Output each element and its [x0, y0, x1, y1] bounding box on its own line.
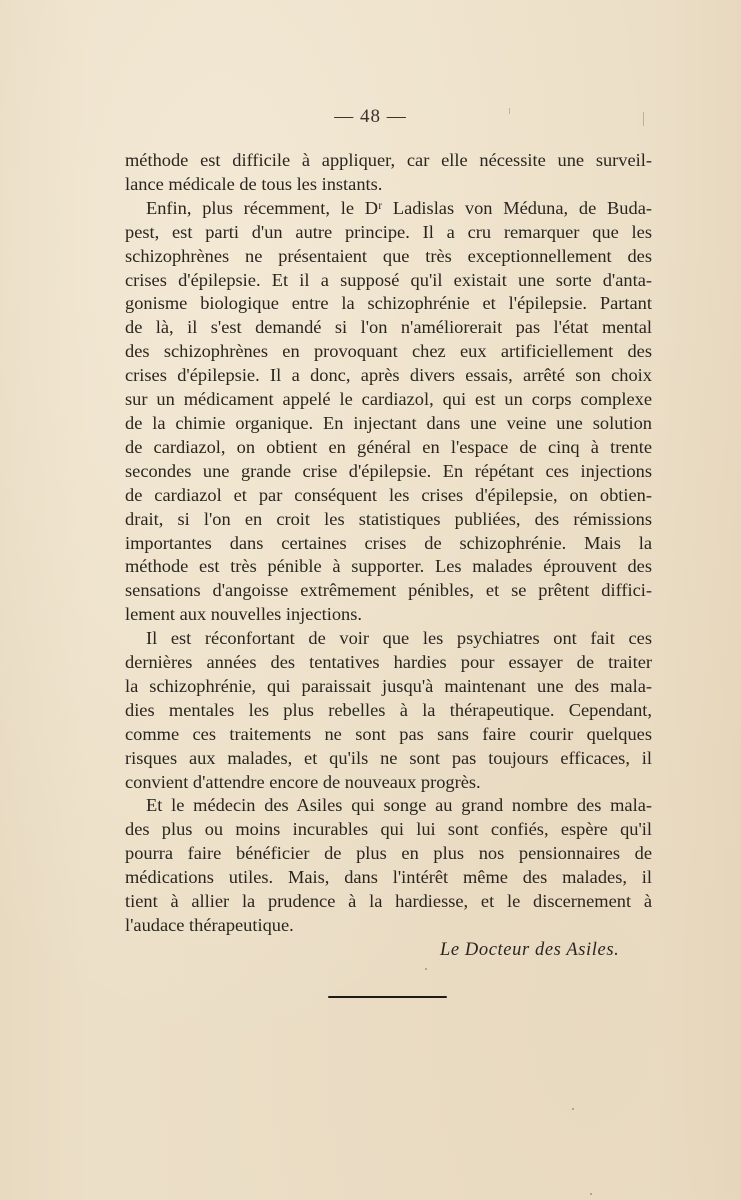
- text-line: tient à allier la prudence à la hardiesse, et le discernement à: [125, 891, 652, 912]
- paragraph-asylum-doctor: [125, 794, 652, 937]
- text-line: méthode est difficile à appliquer, car elle nécessite une surveil-: [125, 150, 652, 170]
- text-line: médications utiles. Mais, dans l'intérêt même des malades, il: [125, 867, 652, 888]
- text-line: Enfin, plus récemment, le Dʳ Ladislas von Méduna, de Buda-: [146, 197, 652, 218]
- text-line: des schizophrènes en provoquant chez eux artificiellement des: [125, 341, 652, 362]
- paragraph-continuation: [125, 149, 652, 197]
- text-line: dies mentales les plus rebelles à la thérapeutique. Cependant,: [125, 699, 652, 720]
- text-line: Et le médecin des Asiles qui songe au grand nombre des mala-: [146, 795, 652, 816]
- text-line: de là, il s'est demandé si l'on n'améliorerait pas l'état mental: [125, 317, 652, 338]
- text-line: Il est réconfortant de voir que les psychiatres ont fait ces: [146, 628, 652, 649]
- text-line: de la chimie organique. En injectant dans une veine une solution: [125, 412, 652, 433]
- text-line: drait, si l'on en croit les statistiques publiées, des rémissions: [125, 508, 652, 529]
- text-line: de cardiazol et par conséquent les crises d'épilepsie, on obtien-: [125, 484, 652, 505]
- paragraph-meduna-cardiazol: [125, 197, 652, 627]
- text-line: convient d'attendre encore de nouveaux progrès.: [125, 771, 481, 792]
- paper-speck: [509, 108, 510, 114]
- text-line: des plus ou moins incurables qui lui sont confiés, espère qu'il: [125, 819, 652, 840]
- text-line: importantes dans certaines crises de schizophrénie. Mais la: [125, 532, 652, 553]
- text-line: gonisme biologique entre la schizophrénie et l'épilepsie. Partant: [125, 293, 652, 314]
- paragraph-psychiatrists-attempts: [125, 627, 652, 794]
- text-line: pest, est parti d'un autre principe. Il a cru remarquer que les: [125, 221, 652, 242]
- paper-speck: [425, 968, 427, 970]
- paper-speck: [590, 1193, 592, 1195]
- text-line: méthode est très pénible à supporter. Les malades éprouvent des: [125, 556, 652, 577]
- page-number: — 48 —: [334, 106, 407, 127]
- text-line: l'audace thérapeutique.: [125, 915, 294, 935]
- text-line: crises d'épilepsie. Il a donc, après divers essais, arrêté son choix: [125, 365, 652, 386]
- section-divider-rule: [328, 996, 447, 998]
- text-line: de cardiazol, on obtient en général en l'espace de cinq à trente: [125, 436, 652, 457]
- paper-speck: [643, 112, 644, 126]
- signature: Le Docteur des Asiles.: [440, 940, 620, 960]
- text-line: pourra faire bénéficier de plus en plus nos pensionnaires de: [125, 843, 652, 864]
- text-line: sensations d'angoisse extrêmement pénibles, et se prêtent diffici-: [125, 580, 652, 601]
- paper-speck: [572, 1108, 574, 1110]
- text-line: lement aux nouvelles injections.: [125, 604, 362, 625]
- text-line: crises d'épilepsie. Et il a supposé qu'il existait une sorte d'anta-: [125, 269, 652, 290]
- text-line: la schizophrénie, qui paraissait jusqu'à maintenant une des mala-: [125, 675, 652, 696]
- text-line: sur un médicament appelé le cardiazol, qui est un corps complexe: [125, 389, 652, 410]
- text-line: comme ces traitements ne sont pas sans faire courir quelques: [125, 723, 652, 744]
- text-line: dernières années des tentatives hardies pour essayer de traiter: [125, 652, 652, 673]
- text-line: schizophrènes ne présentaient que très exceptionnellement des: [125, 245, 652, 266]
- body-text: [125, 149, 652, 938]
- text-line: lance médicale de tous les instants.: [125, 173, 383, 194]
- text-line: risques aux malades, et qu'ils ne sont pas toujours efficaces, il: [125, 747, 652, 768]
- text-line: secondes une grande crise d'épilepsie. En répétant ces injections: [125, 460, 652, 481]
